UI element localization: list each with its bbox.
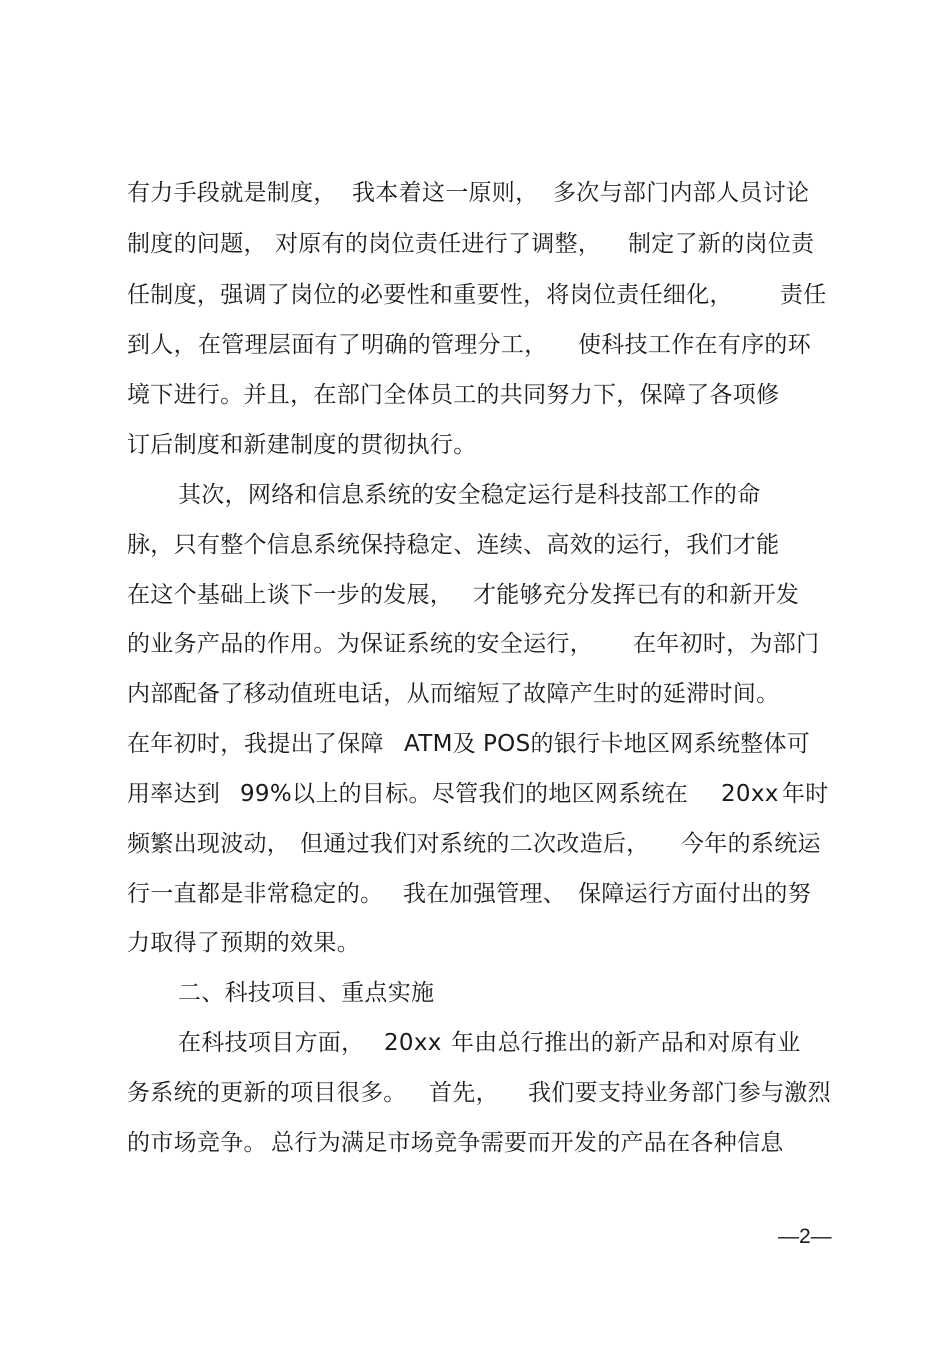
text-segment: 保障运行方面付出的努 xyxy=(578,881,811,907)
text-segment: 20xx xyxy=(721,781,779,807)
text-segment: 年时 xyxy=(782,781,829,807)
text-segment: 制度的问题， xyxy=(127,231,267,257)
text-segment: 在年初时， xyxy=(127,731,244,757)
text-line xyxy=(0,727,950,761)
text-segment: 99%以上的目标。尽管我们的地区网系统在 xyxy=(240,781,689,807)
text-line xyxy=(0,1076,950,1110)
text-line xyxy=(0,176,950,210)
text-segment: 的市场竞争。 xyxy=(127,1130,267,1156)
text-line xyxy=(0,278,950,312)
text-segment: 在科技项目方面， xyxy=(178,1030,365,1056)
text-segment: 在年初时，为部门 xyxy=(633,631,820,657)
text-segment: 责任 xyxy=(780,282,827,308)
text-segment: 脉，只有整个信息系统保持稳定、连续、高效的运行，我们才能 xyxy=(127,532,780,558)
text-segment: 行一直都是非常稳定的。 xyxy=(127,881,384,907)
text-line xyxy=(0,578,950,612)
text-segment: 才能够充分发挥已有的和新开发 xyxy=(473,582,800,608)
text-line xyxy=(0,1126,950,1160)
text-line xyxy=(0,827,950,861)
text-segment: 我本着这一原则， xyxy=(352,180,539,206)
text-segment: 任制度，强调了岗位的必要性和重要性，将岗位责任细化， xyxy=(127,282,733,308)
text-line xyxy=(0,926,950,960)
text-segment: 其次，网络和信息系统的安全稳定运行是科技部工作的命 xyxy=(178,482,761,508)
text-segment: 但通过我们对系统的二次改造后， xyxy=(300,831,650,857)
text-segment: POS的银行卡地区网系统整体可 xyxy=(483,731,811,757)
text-line xyxy=(0,428,950,462)
section-heading xyxy=(0,976,950,1010)
text-line xyxy=(0,1026,950,1060)
text-line xyxy=(0,877,950,911)
text-segment: 境下进行。并且，在部门全体员工的共同努力下，保障了各项修 xyxy=(127,382,780,408)
text-line xyxy=(0,627,950,661)
text-line xyxy=(0,528,950,562)
text-segment: 对原有的岗位责任进行了调整， xyxy=(275,231,602,257)
text-segment: 我在加强管理、 xyxy=(403,881,567,907)
text-segment: 频繁出现波动， xyxy=(127,831,291,857)
text-segment: 今年的系统运 xyxy=(681,831,821,857)
text-segment: ATM及 xyxy=(404,731,477,757)
text-segment: 在管理层面有了明确的管理分工， xyxy=(198,332,548,358)
text-segment: 订后制度和新建制度的贯彻执行。 xyxy=(127,432,477,458)
text-segment: 我提出了保障 xyxy=(244,731,384,757)
text-segment: 用率达到 xyxy=(127,781,221,807)
text-segment: 的业务产品的作用。为保证系统的安全运行， xyxy=(127,631,593,657)
text-segment: 20xx xyxy=(384,1030,442,1056)
text-segment: 在这个基础上谈下一步的发展， xyxy=(127,582,454,608)
text-segment: 到人， xyxy=(127,332,197,358)
text-segment: 总行为满足市场竞争需要而开发的产品在各种信息 xyxy=(271,1130,784,1156)
text-segment: 二、科技项目、重点实施 xyxy=(178,980,435,1006)
text-line xyxy=(0,677,950,711)
text-segment: 务系统的更新的项目很多。 xyxy=(127,1080,407,1106)
text-segment: 年由总行推出的新产品和对原有业 xyxy=(451,1030,801,1056)
text-line xyxy=(0,777,950,811)
text-line xyxy=(0,227,950,261)
text-segment: 首先， xyxy=(429,1080,499,1106)
text-segment: 多次与部门内部人员讨论 xyxy=(553,180,810,206)
text-segment: 制定了新的岗位责 xyxy=(628,231,815,257)
text-line xyxy=(0,378,950,412)
page-number: —2— xyxy=(778,1225,832,1248)
text-segment: 力取得了预期的效果。 xyxy=(127,930,360,956)
text-segment: 使科技工作在有序的环 xyxy=(578,332,811,358)
text-segment: 我们要支持业务部门参与激烈 xyxy=(528,1080,831,1106)
text-line xyxy=(0,478,950,512)
text-segment: 内部配备了移动值班电话，从而缩短了故障产生时的延滞时间。 xyxy=(127,681,780,707)
text-segment: 有力手段就是制度， xyxy=(127,180,337,206)
text-line xyxy=(0,328,950,362)
